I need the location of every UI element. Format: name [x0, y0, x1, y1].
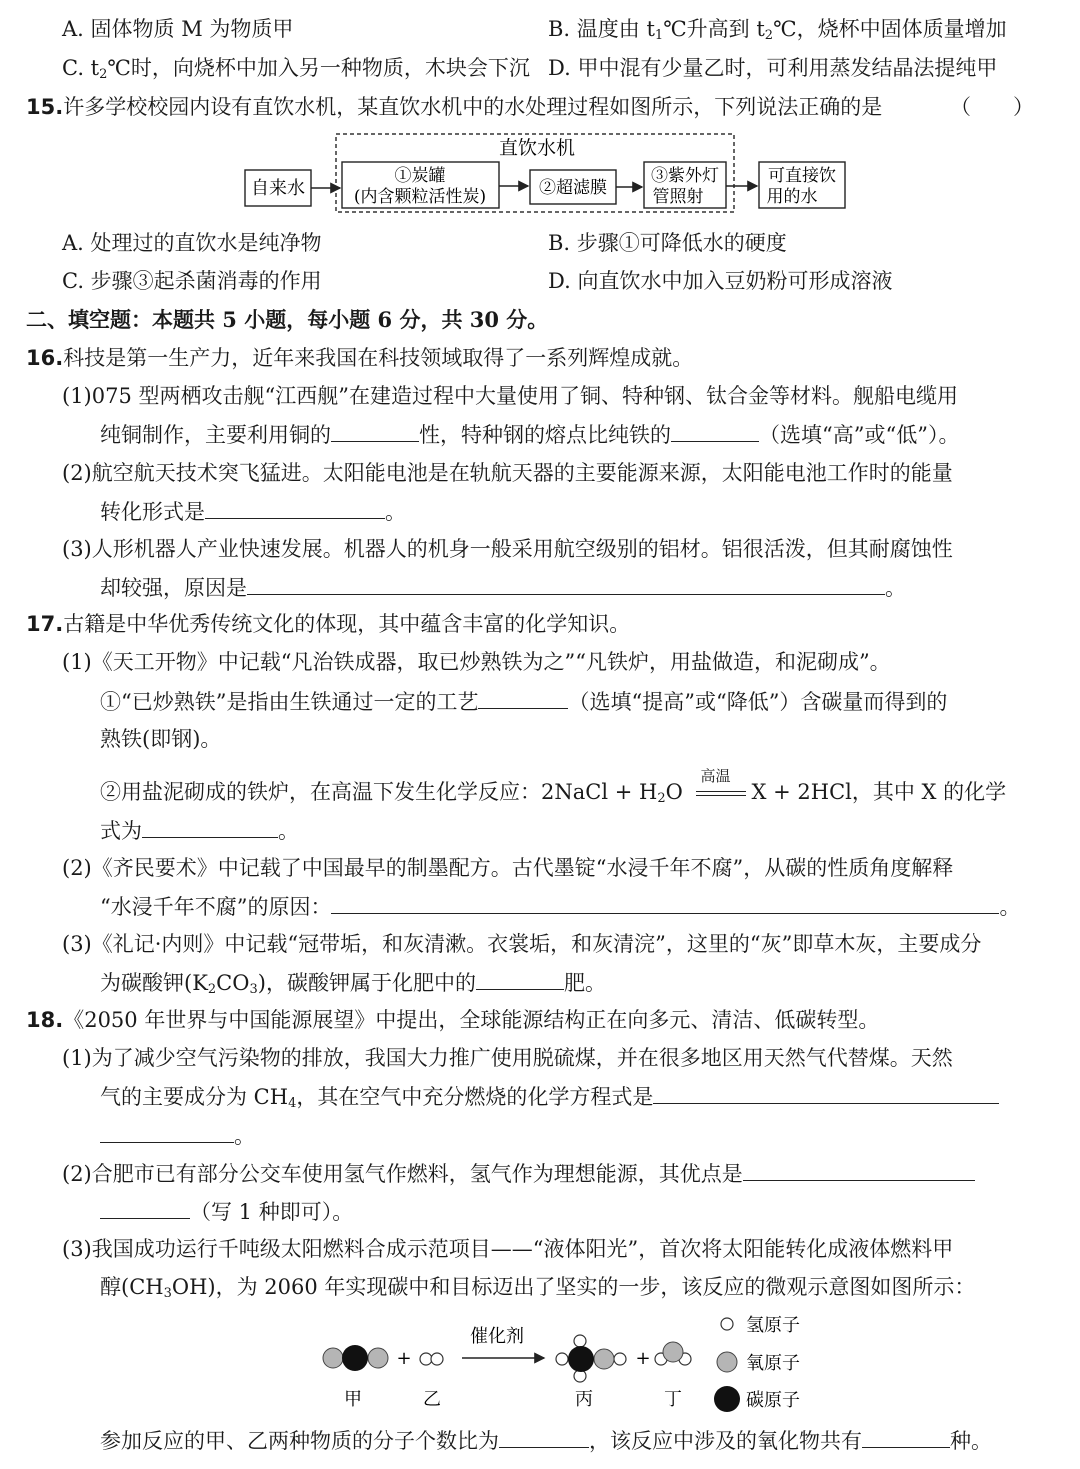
answer-blank[interactable] [862, 1425, 950, 1448]
q17-part3-line1: (3)《礼记·内则》中记载“冠带垢，和灰清漱。衣裳垢，和灰清浣”，这里的“灰”即草木灰，主要成分 [62, 932, 982, 956]
q14-option-a: A. 固体物质 M 为物质甲 [62, 17, 294, 41]
legend-carbon: 碳原子 [746, 1390, 800, 1411]
answer-blank[interactable] [100, 1120, 234, 1143]
answer-blank[interactable] [331, 419, 419, 442]
q15-option-d: D. 向直饮水中加入豆奶粉可形成溶液 [548, 269, 893, 293]
answer-blank[interactable] [476, 967, 564, 990]
q16-part2-line2: 转化形式是 。 [100, 496, 406, 527]
q16-part1-line2: 纯铜制作，主要利用铜的 性，特种钢的熔点比纯铁的 （选填“高”或“低”）。 [100, 419, 959, 450]
molecule-methanol [556, 1335, 626, 1382]
q16-part1-line1: (1)075 型两栖攻击舰“江西舰”在建造过程中大量使用了铜、特种钢、钛合金等材料。舰船电缆用 [62, 384, 958, 408]
q17-part2-line2: “水浸千年不腐”的原因： 。 [100, 891, 1020, 922]
answer-paren: （ ） [950, 95, 1034, 119]
q17-part1b-line1: ②用盐泥砌成的铁炉，在高温下发生化学反应：2NaCl + $H_2O$ 高温 X + 2HCl，其中 X 的化学 [100, 766, 1007, 806]
step3-line2: 管照射 [652, 187, 704, 207]
molecule-co2 [323, 1345, 388, 1371]
input-label: 自来水 [251, 178, 305, 199]
q18-part3-final-line: 参加反应的甲、乙两种物质的分子个数比为 ，该反应中涉及的氧化物共有 种。 [100, 1425, 992, 1456]
q15-option-a: A. 处理过的直饮水是纯净物 [62, 231, 322, 255]
answer-blank[interactable] [743, 1158, 975, 1181]
q18-part1-line2: 气的主要成分为 $CH_4$，其在空气中充分燃烧的化学方程式是 [100, 1081, 999, 1119]
plus-sign: + [396, 1348, 412, 1369]
q18-part1-line1: (1)为了减少空气污染物的排放，我国大力推广使用脱硫煤，并在很多地区用天然气代替煤。天然 [62, 1046, 953, 1070]
answer-blank[interactable] [671, 419, 759, 442]
q18-part3-line1: (3)我国成功运行千吨级太阳燃料合成示范项目——“液体阳光”，首次将太阳能转化成液体燃料甲 [62, 1237, 954, 1261]
q18-part2-line1: (2)合肥市已有部分公交车使用氢气作燃料，氢气作为理想能源，其优点是 [62, 1158, 975, 1189]
question-number: 17. [26, 612, 64, 636]
q14-option-b: B. 温度由 $t_1℃$升高到 $t_2℃$，烧杯中固体质量增加 [548, 17, 1007, 43]
q16-part3-line2: 却较强，原因是 。 [100, 572, 906, 603]
question-number: 16. [26, 346, 64, 370]
q16-part2-line1: (2)航空航天技术突飞猛进。太阳能电池是在轨航天器的主要能源来源，太阳能电池工作时的能量 [62, 461, 953, 485]
label-jia: 甲 [344, 1389, 362, 1410]
answer-blank[interactable] [247, 572, 885, 595]
question-number: 18. [26, 1008, 64, 1032]
answer-blank[interactable] [478, 686, 568, 709]
legend-hydrogen: 氢原子 [746, 1315, 800, 1336]
reaction-condition: 高温 [696, 784, 746, 804]
q17-part3-line2: 为碳酸钾$(K_2CO_3)$，碳酸钾属于化肥中的 肥。 [100, 967, 606, 1005]
label-yi: 乙 [423, 1389, 441, 1410]
q18-part1-line3: 。 [100, 1120, 255, 1151]
molecule-water [655, 1342, 691, 1365]
q17-part1b-line2: 式为 。 [100, 815, 299, 846]
plus-sign: + [635, 1348, 651, 1369]
label-ding: 丁 [664, 1389, 682, 1410]
step1-line2: (内含颗粒活性炭) [353, 187, 487, 207]
q14-option-d: D. 甲中混有少量乙时，可利用蒸发结晶法提纯甲 [548, 56, 998, 80]
answer-blank[interactable] [331, 891, 999, 914]
q18-stem: 18.《2050 年世界与中国能源展望》中提出，全球能源结构正在向多元、清洁、低碳转型。 [26, 1008, 880, 1032]
molecule-h2 [420, 1353, 443, 1365]
section-heading: 二、填空题：本题共 5 小题，每小题 6 分，共 30 分。 [26, 307, 549, 332]
catalyst-label: 催化剂 [470, 1326, 524, 1347]
q15-option-b: B. 步骤①可降低水的硬度 [548, 231, 787, 255]
answer-blank[interactable] [205, 496, 385, 519]
answer-blank[interactable] [100, 1196, 190, 1219]
q17-part2-line1: (2)《齐民要术》中记载了中国最早的制墨配方。古代墨锭“水浸千年不腐”，从碳的性质角度解释 [62, 856, 954, 880]
answer-blank[interactable] [142, 815, 278, 838]
q14-option-c: C. $t_2℃$时，向烧杯中加入另一种物质，木块会下沉 [62, 56, 530, 82]
q16-stem: 16.科技是第一生产力，近年来我国在科技领域取得了一系列辉煌成就。 [26, 346, 694, 370]
step3-line1: ③紫外灯 [651, 166, 719, 186]
step2-label: ②超滤膜 [539, 178, 607, 198]
q17-part1a-line2: 熟铁(即钢)。 [100, 727, 222, 751]
q15-stem: 15.许多学校校园内设有直饮水机，某直饮水机中的水处理过程如图所示，下列说法正确的是 [26, 95, 883, 119]
q17-part1a-line1: ①“已炒熟铁”是指由生铁通过一定的工艺 （选填“提高”或“降低”）含碳量而得到的 [100, 686, 947, 717]
machine-label: 直饮水机 [498, 137, 576, 159]
q15-option-c: C. 步骤③起杀菌消毒的作用 [62, 269, 322, 293]
answer-blank[interactable] [653, 1081, 999, 1104]
legend-oxygen: 氧原子 [746, 1353, 800, 1374]
label-bing: 丙 [575, 1389, 593, 1410]
step1-line1: ①炭罐 [394, 166, 446, 186]
q18-part2-line2: （写 1 种即可）。 [100, 1196, 353, 1227]
answer-blank[interactable] [499, 1425, 589, 1448]
q18-part3-line2: 醇$(CH_3OH)$，为 2060 年实现碳中和目标迈出了坚实的一步，该反应的微观示意图如图所示： [100, 1275, 976, 1301]
q17-stem: 17.古籍是中华优秀传统文化的体现，其中蕴含丰富的化学知识。 [26, 612, 631, 636]
reaction-micro-diagram [0, 1308, 1080, 1418]
question-number: 15. [26, 95, 64, 119]
legend [714, 1315, 800, 1412]
output-line2: 用的水 [766, 187, 818, 207]
water-treatment-flowchart [0, 128, 1080, 218]
output-line1: 可直接饮 [768, 166, 836, 186]
q17-part1-line1: (1)《天工开物》中记载“凡治铁成器，取已炒熟铁为之”“凡铁炉，用盐做造，和泥砌成”。 [62, 650, 891, 674]
q16-part3-line1: (3)人形机器人产业快速发展。机器人的机身一般采用航空级别的铝材。铝很活泼，但其耐腐蚀性 [62, 537, 953, 561]
